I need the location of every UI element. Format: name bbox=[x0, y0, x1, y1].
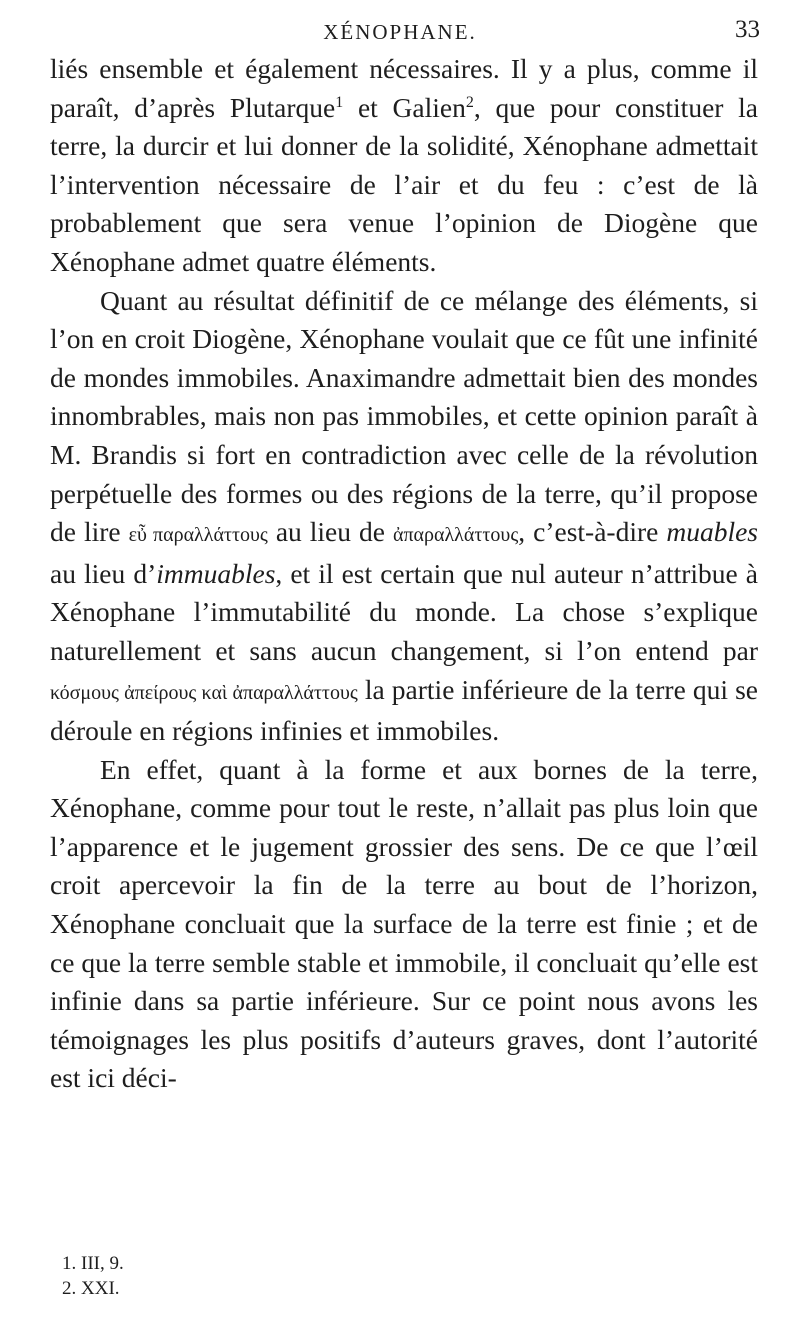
text-run: la partie inférieure de la terre qui se déroule en régions infinies et immobiles. bbox=[50, 673, 758, 747]
footnote-ref: 2 bbox=[465, 93, 474, 111]
text-run: , et il est certain que nul auteur n’attribue à Xénophane l’immutabilité du monde. La chose s’explique naturellement et sans aucun changement, si l’on entend par bbox=[50, 557, 758, 666]
text-run: liés ensemble et également nécessaires. Il y a plus, comme il paraît, d’après Plutarque bbox=[50, 53, 758, 123]
running-head bbox=[0, 14, 800, 46]
greek-phrase: εὖ παραλλάττους bbox=[128, 524, 268, 547]
footnotes bbox=[62, 1251, 124, 1301]
running-title: XÉNOPHANE. bbox=[323, 20, 477, 44]
text-run: au lieu de bbox=[267, 516, 393, 548]
text-run: au lieu d’ bbox=[50, 557, 157, 589]
paragraph bbox=[50, 282, 758, 751]
italic-term: immuables bbox=[156, 557, 276, 589]
italic-term: muables bbox=[666, 516, 758, 548]
paragraph bbox=[50, 50, 758, 282]
text-run: et Galien bbox=[343, 91, 466, 123]
paragraph bbox=[50, 751, 758, 1098]
greek-phrase: ἀπαραλλάττους bbox=[392, 524, 519, 547]
greek-phrase: κόσμους ἀπείρους καὶ ἀπαραλλάττους bbox=[50, 681, 358, 704]
text-run: , c’est-à-dire bbox=[518, 516, 667, 548]
text-run: , que pour constituer la terre, la durcir et lui donner de la solidité, Xénophane admettait l’intervention nécessaire de l’air et du feu : c’est de là probablement que sera venue l’opinion de Diogène que Xénophane admet quatre éléments. bbox=[50, 91, 758, 277]
footnote-2: 2. XXI. bbox=[62, 1278, 120, 1299]
footnote-1: 1. III, 9. bbox=[62, 1253, 124, 1274]
body-text bbox=[50, 50, 758, 1098]
page-number: 33 bbox=[735, 16, 760, 43]
text-run: En effet, quant à la forme et aux bornes de la terre, Xénophane, comme pour tout le reste, n’allait pas plus loin que l’apparence et le jugement grossier des sens. De ce que l’œil croit apercevoir la fin de la terre au bout de l’horizon, Xénophane concluait que la surface de la terre est finie ; et de ce que la terre semble stable et immobile, il concluait qu’elle est infinie dans sa partie inférieure. Sur ce point nous avons les témoignages les plus positifs d’auteurs graves, dont l’autorité est ici déci- bbox=[50, 753, 758, 1094]
text-run: Quant au résultat définitif de ce mélange des éléments, si l’on en croit Diogène, Xénophane voulait que ce fût une infinité de mondes immobiles. Anaximandre admettait bien des mondes innombrables, mais non pas immobiles, et cette opinion paraît à M. Brandis si fort en contradiction avec celle de la révolution perpétuelle des formes ou des régions de la terre, qu’il propose de lire bbox=[50, 284, 758, 548]
footnote-ref: 1 bbox=[335, 93, 344, 111]
